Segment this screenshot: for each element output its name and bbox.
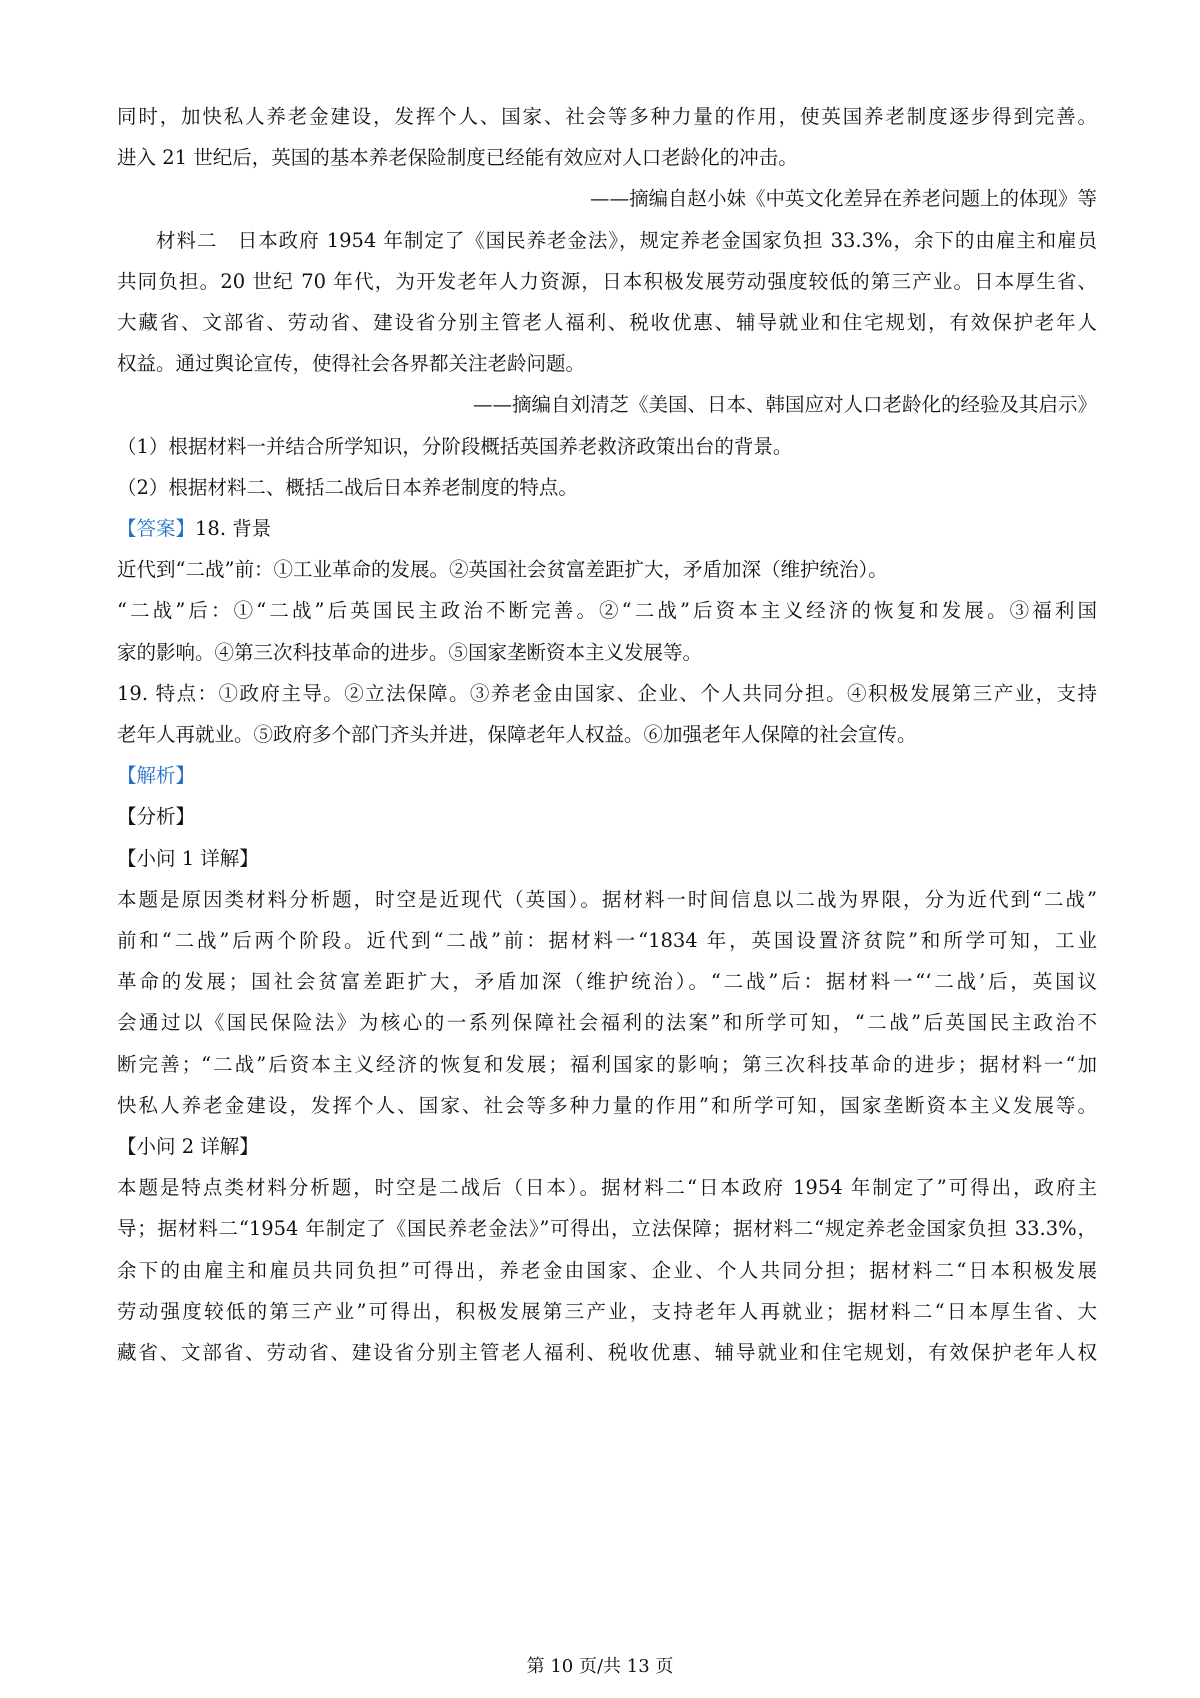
citation: ——摘编自赵小妹《中英文化差异在养老问题上的体现》等 xyxy=(589,187,1097,211)
section-heading: 【小问 1 详解】 xyxy=(117,846,259,870)
text-line: “二战”后：①“二战”后英国民主政治不断完善。②“二战”后资本主义经济的恢复和发展。③福利国 xyxy=(117,599,1097,623)
material-two-line: 材料二 日本政府 1954 年制定了《国民养老金法》，规定养老金国家负担 33.3%，余下的由雇主和雇员 xyxy=(156,228,1097,252)
text-line: 权益。通过舆论宣传，使得社会各界都关注老龄问题。 xyxy=(117,352,586,376)
text-line: 本题是特点类材料分析题，时空是二战后（日本）。据材料二“日本政府 1954 年制定了”可得出，政府主 xyxy=(117,1176,1097,1200)
text-line: 进入 21 世纪后，英国的基本养老保险制度已经能有效应对人口老龄化的冲击。 xyxy=(117,146,798,170)
answer-heading xyxy=(117,508,1097,549)
answer-19: 19. 特点：①政府主导。②立法保障。③养老金由国家、企业、个人共同分担。④积极发展第三产业，支持 xyxy=(117,681,1097,705)
text-line: 大藏省、文部省、劳动省、建设省分别主管老人福利、税收优惠、辅导就业和住宅规划，有效保护老年人 xyxy=(117,311,1097,335)
text-line: 家的影响。④第三次科技革命的进步。⑤国家垄断资本主义发展等。 xyxy=(117,640,703,664)
text-line: 余下的由雇主和雇员共同负担”可得出，养老金由国家、企业、个人共同分担；据材料二“日本积极发展 xyxy=(117,1258,1097,1282)
text-line: 近代到“二战”前：①工业革命的发展。②英国社会贫富差距扩大，矛盾加深（维护统治）。 xyxy=(117,558,888,582)
page-number: 第 10 页/共 13 页 xyxy=(526,1656,674,1677)
text-line: 藏省、文部省、劳动省、建设省分别主管老人福利、税收优惠、辅导就业和住宅规划，有效保护老年人权 xyxy=(117,1341,1097,1365)
text-line: 快私人养老金建设，发挥个人、国家、社会等多种力量的作用”和所学可知，国家垄断资本主义发展等。 xyxy=(117,1093,1097,1117)
page-content xyxy=(117,96,1097,1373)
question-2: （2）根据材料二、概括二战后日本养老制度的特点。 xyxy=(117,475,578,499)
text-line: 劳动强度较低的第三产业”可得出，积极发展第三产业，支持老年人再就业；据材料二“日本厚生省、大 xyxy=(117,1299,1097,1323)
text-line: 导；据材料二“1954 年制定了《国民养老金法》”可得出，立法保障；据材料二“规定养老金国家负担 33.3%， xyxy=(117,1217,1097,1241)
text-line: 同时，加快私人养老金建设，发挥个人、国家、社会等多种力量的作用，使英国养老制度逐步得到完善。 xyxy=(117,105,1097,128)
answer-tag: 【答案】 xyxy=(117,517,196,541)
text-line: 前和“二战”后两个阶段。近代到“二战”前：据材料一“1834 年，英国设置济贫院”和所学可知，工业 xyxy=(117,929,1097,953)
text-line: 断完善；“二战”后资本主义经济的恢复和发展；福利国家的影响；第三次科技革命的进步；据材料一“加 xyxy=(117,1052,1097,1076)
text-line: 革命的发展；国社会贫富差距扩大，矛盾加深（维护统治）。“二战”后：据材料一“‘二战’后，英国议 xyxy=(117,970,1097,994)
answer-18-title: 18. 背景 xyxy=(195,517,272,541)
text-line: 会通过以《国民保险法》为核心的一系列保障社会福利的法案”和所学可知，“二战”后英国民主政治不 xyxy=(117,1011,1097,1035)
text-line: 共同负担。20 世纪 70 年代，为开发老年人力资源，日本积极发展劳动强度较低的第三产业。日本厚生省、 xyxy=(117,269,1097,293)
citation: ——摘编自刘清芝《美国、日本、韩国应对人口老龄化的经验及其启示》 xyxy=(472,393,1097,417)
section-heading: 【分析】 xyxy=(117,805,196,829)
section-heading: 【小问 2 详解】 xyxy=(117,1135,259,1159)
analysis-tag: 【解析】 xyxy=(117,764,196,788)
question-1: （1）根据材料一并结合所学知识，分阶段概括英国养老救济政策出台的背景。 xyxy=(117,434,793,458)
text-line: 本题是原因类材料分析题，时空是近现代（英国）。据材料一时间信息以二战为界限，分为近代到“二战” xyxy=(117,887,1097,911)
text-line: 老年人再就业。⑤政府多个部门齐头并进，保障老年人权益。⑥加强老年人保障的社会宣传。 xyxy=(117,723,917,747)
